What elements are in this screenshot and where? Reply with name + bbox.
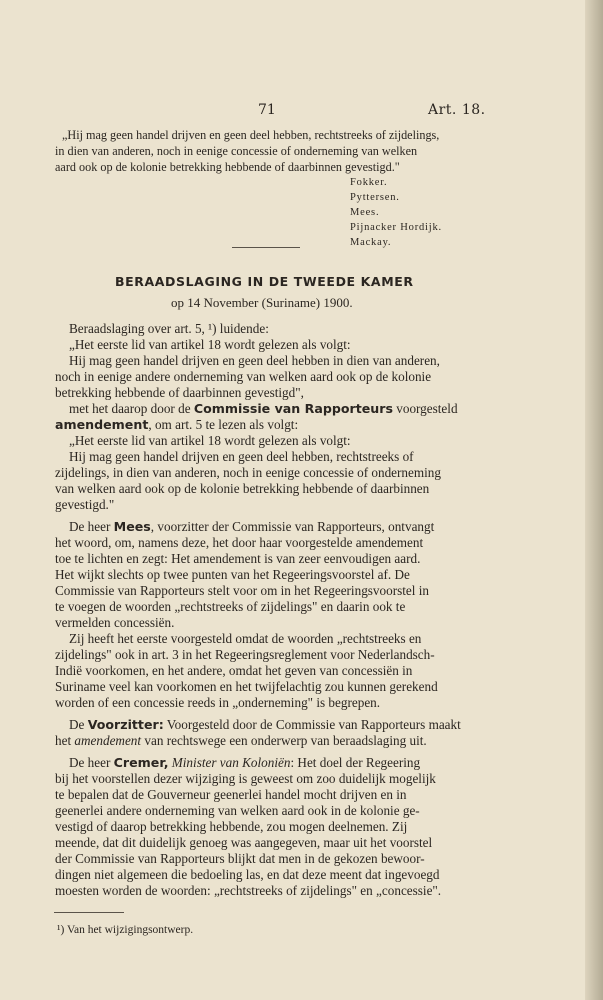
body-line: Hij mag geen handel drijven en geen deel hebben, rechtstreeks of (69, 449, 414, 464)
speaker-name: Mees (113, 519, 151, 534)
body-line: betrekking hebbende of daarbinnen gevestigd", (55, 385, 304, 400)
quote-line: in dien van anderen, noch in eenige concessie of onderneming van welken (55, 144, 418, 158)
body-line: van welken aard ook op de kolonie betrekking hebbende of daarbinnen (55, 481, 430, 496)
body-line (55, 734, 427, 747)
body-line: der Commissie van Rapporteurs blijkt dat men in de gekozen bewoor- (55, 851, 425, 866)
body-line: het woord, om, namens deze, het door haar voorgestelde amendement (55, 535, 424, 550)
speaker-title: Minister van Koloniën (171, 755, 291, 770)
body-line (69, 718, 461, 732)
body-line: Zij heeft het eerste voorgesteld omdat de woorden „rechtstreeks en (69, 631, 422, 646)
body-line: vermelden concessiën. (55, 615, 175, 630)
text-run: Voorgesteld door de Commissie van Rapporteurs maakt (163, 717, 461, 732)
page-gutter-shadow (585, 0, 603, 1000)
body-line: „Het eerste lid van artikel 18 wordt gelezen als volgt: (69, 337, 351, 352)
quote-line: aard ook op de kolonie betrekking hebbende of daarbinnen gevestigd." (55, 160, 400, 174)
signatory: Mackay. (350, 237, 392, 248)
section-divider (232, 247, 300, 248)
section-heading: BERAADSLAGING IN DE TWEEDE KAMER (115, 274, 414, 289)
text-run: , om art. 5 te lezen als volgt: (148, 417, 299, 432)
body-line (69, 520, 434, 534)
signatory: Pyttersen. (350, 192, 400, 203)
text-run: : Het doel der Regeering (290, 755, 421, 770)
body-line: dingen niet algemeen die bedoeling las, en dat deze meent dat ingevoegd (55, 867, 440, 882)
amendement-term: amendement (74, 733, 142, 748)
body-line: moesten worden de woorden: „rechtstreeks of zijdelings" en „concessie". (55, 883, 442, 898)
footnote: ¹) Van het wijzigingsontwerp. (57, 924, 194, 936)
signatory: Fokker. (350, 177, 388, 188)
text-run: De heer (69, 755, 114, 770)
body-line: Indië voorkomen, en het andere, omdat het geven van concessiën in (55, 663, 413, 678)
body-line (55, 418, 298, 432)
article-reference: Art. 18. (428, 102, 486, 118)
text-run: van rechtswege een onderwerp van beraadslaging uit. (141, 733, 427, 748)
amendement-term: amendement (55, 417, 149, 432)
body-line: „Het eerste lid van artikel 18 wordt gelezen als volgt: (69, 433, 351, 448)
body-line: geenerlei andere onderneming van welken aard ook in de kolonie ge- (55, 803, 420, 818)
text-run: voorgesteld (392, 401, 458, 416)
body-line: zijdelings, in dien van anderen, noch in eenige concessie of onderneming (55, 465, 441, 480)
text-run: , voorzitter der Commissie van Rapporteurs, ontvangt (150, 519, 435, 534)
text-run: het (55, 733, 75, 748)
body-line: bij het voorstellen dezer wijziging is geweest om zoo duidelijk mogelijk (55, 771, 436, 786)
text-run: De heer (69, 519, 114, 534)
signatory: Pijnacker Hordijk. (350, 222, 442, 233)
body-line (69, 402, 458, 416)
speaker-name: Voorzitter: (87, 717, 164, 732)
page-number: 71 (258, 102, 276, 118)
body-line: toe te lichten en zegt: Het amendement is van zeer eenvoudigen aard. (55, 551, 421, 566)
commissie-van-rapporteurs: Commissie van Rapporteurs (193, 401, 393, 416)
body-line: meende, dat dit duidelijk genoeg was aangegeven, maar uit het voorstel (55, 835, 433, 850)
body-line: Suriname veel kan voorkomen en het twijfelachtig zou kunnen gerekend (55, 679, 438, 694)
body-line: gevestigd." (55, 497, 115, 512)
body-line: Het wijkt slechts op twee punten van het Regeeringsvoorstel af. De (55, 567, 410, 582)
body-line: zijdelings" ook in art. 3 in het Regeeringsreglement voor Nederlandsch- (55, 647, 435, 662)
body-line: noch in eenige andere onderneming van welken aard ook op de kolonie (55, 369, 432, 384)
body-line: te voegen de woorden „rechtstreeks of zijdelings" en daarin ook te (55, 599, 406, 614)
speaker-name: Cremer, (113, 755, 169, 770)
quote-line: „Hij mag geen handel drijven en geen deel hebben, rechtstreeks of zijdelings, (62, 128, 440, 142)
signatory: Mees. (350, 207, 380, 218)
body-line: vestigd of daarop betrekking hebbende, zou mogen deelnemen. Zij (55, 819, 408, 834)
body-line: Beraadslaging over art. 5, ¹) luidende: (69, 321, 269, 336)
body-line: Commissie van Rapporteurs stelt voor om in het Regeeringsvoorstel in (55, 583, 429, 598)
body-line: Hij mag geen handel drijven en geen deel hebben in dien van anderen, (69, 353, 440, 368)
text-run: met het daarop door de (69, 401, 194, 416)
body-line (69, 756, 420, 770)
footnote-divider (54, 912, 124, 913)
text-run: De (69, 717, 88, 732)
body-line: te bepalen dat de Gouverneur geenerlei handel mocht drijven en in (55, 787, 407, 802)
section-subheading: op 14 November (Suriname) 1900. (171, 295, 353, 310)
body-line: worden of een concessie reeds in „onderneming" is begrepen. (55, 695, 381, 710)
